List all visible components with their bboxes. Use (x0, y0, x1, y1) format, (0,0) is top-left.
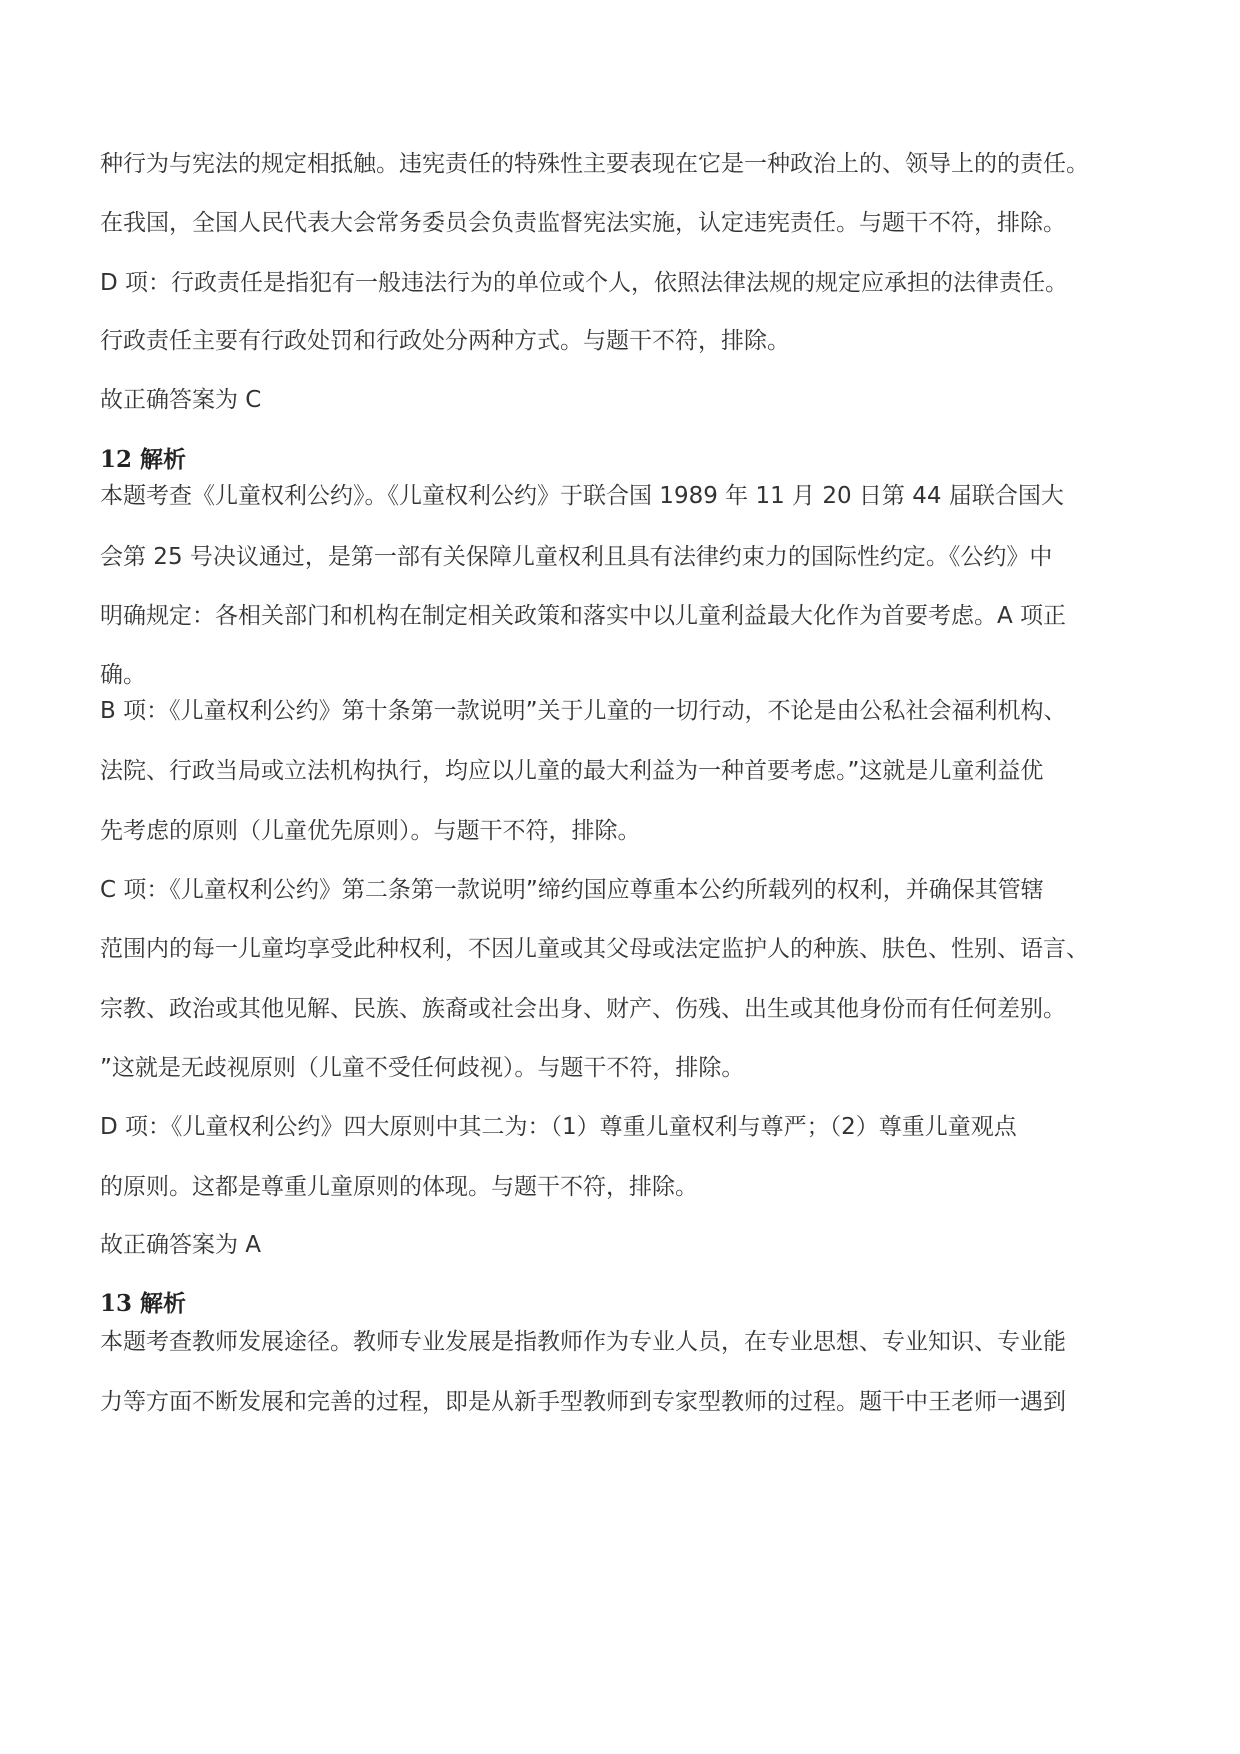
answer-line: 故正确答案为 A (100, 1232, 262, 1258)
answer-line: 故正确答案为 C (100, 387, 262, 413)
text-line: 本题考查《儿童权利公约》。《儿童权利公约》于联合国 1989 年 11 月 20 日第 44 届联合国大 (100, 483, 1064, 509)
text-line: 会第 25 号决议通过，是第一部有关保障儿童权利且具有法律约束力的国际性约定。《公约》中 (100, 544, 1053, 570)
section-heading-12: 12 解析 (100, 446, 187, 473)
text-line: 本题考查教师发展途径。教师专业发展是指教师作为专业人员，在专业思想、专业知识、专业能 (100, 1329, 1066, 1355)
text-line: 法院、行政当局或立法机构执行，均应以儿童的最大利益为一种首要考虑。”这就是儿童利益优 (100, 758, 1044, 784)
text-line: 种行为与宪法的规定相抵触。违宪责任的特殊性主要表现在它是一种政治上的、领导上的的责任。 (100, 151, 1089, 177)
section-heading-13: 13 解析 (100, 1290, 187, 1317)
text-line: D 项：行政责任是指犯有一般违法行为的单位或个人，依照法律法规的规定应承担的法律责任。 (100, 270, 1069, 296)
text-line: ”这就是无歧视原则（儿童不受任何歧视）。与题干不符，排除。 (100, 1055, 745, 1081)
text-line: C 项：《儿童权利公约》第二条第一款说明”缔约国应尊重本公约所载列的权利，并确保其管辖 (100, 877, 1044, 903)
text-line: 确。 (100, 662, 146, 688)
text-line: 范围内的每一儿童均享受此种权利，不因儿童或其父母或法定监护人的种族、肤色、性别、语言、 (100, 936, 1089, 962)
text-line: 明确规定：各相关部门和机构在制定相关政策和落实中以儿童利益最大化作为首要考虑。A 项正 (100, 603, 1067, 629)
text-line: 行政责任主要有行政处罚和行政处分两种方式。与题干不符，排除。 (100, 328, 790, 354)
text-line: 宗教、政治或其他见解、民族、族裔或社会出身、财产、伤残、出生或其他身份而有任何差别。 (100, 996, 1066, 1022)
text-line: D 项：《儿童权利公约》四大原则中其二为：（1）尊重儿童权利与尊严；（2）尊重儿童观点 (100, 1114, 1017, 1140)
text-line: 的原则。这都是尊重儿童原则的体现。与题干不符，排除。 (100, 1174, 698, 1200)
text-line: 先考虑的原则（儿童优先原则）。与题干不符，排除。 (100, 818, 641, 844)
text-line: 力等方面不断发展和完善的过程，即是从新手型教师到专家型教师的过程。题干中王老师一遇到 (100, 1389, 1066, 1415)
text-line: B 项：《儿童权利公约》第十条第一款说明”关于儿童的一切行动，不论是由公私社会福利机构、 (100, 698, 1067, 724)
text-line: 在我国，全国人民代表大会常务委员会负责监督宪法实施，认定违宪责任。与题干不符，排除。 (100, 210, 1066, 236)
